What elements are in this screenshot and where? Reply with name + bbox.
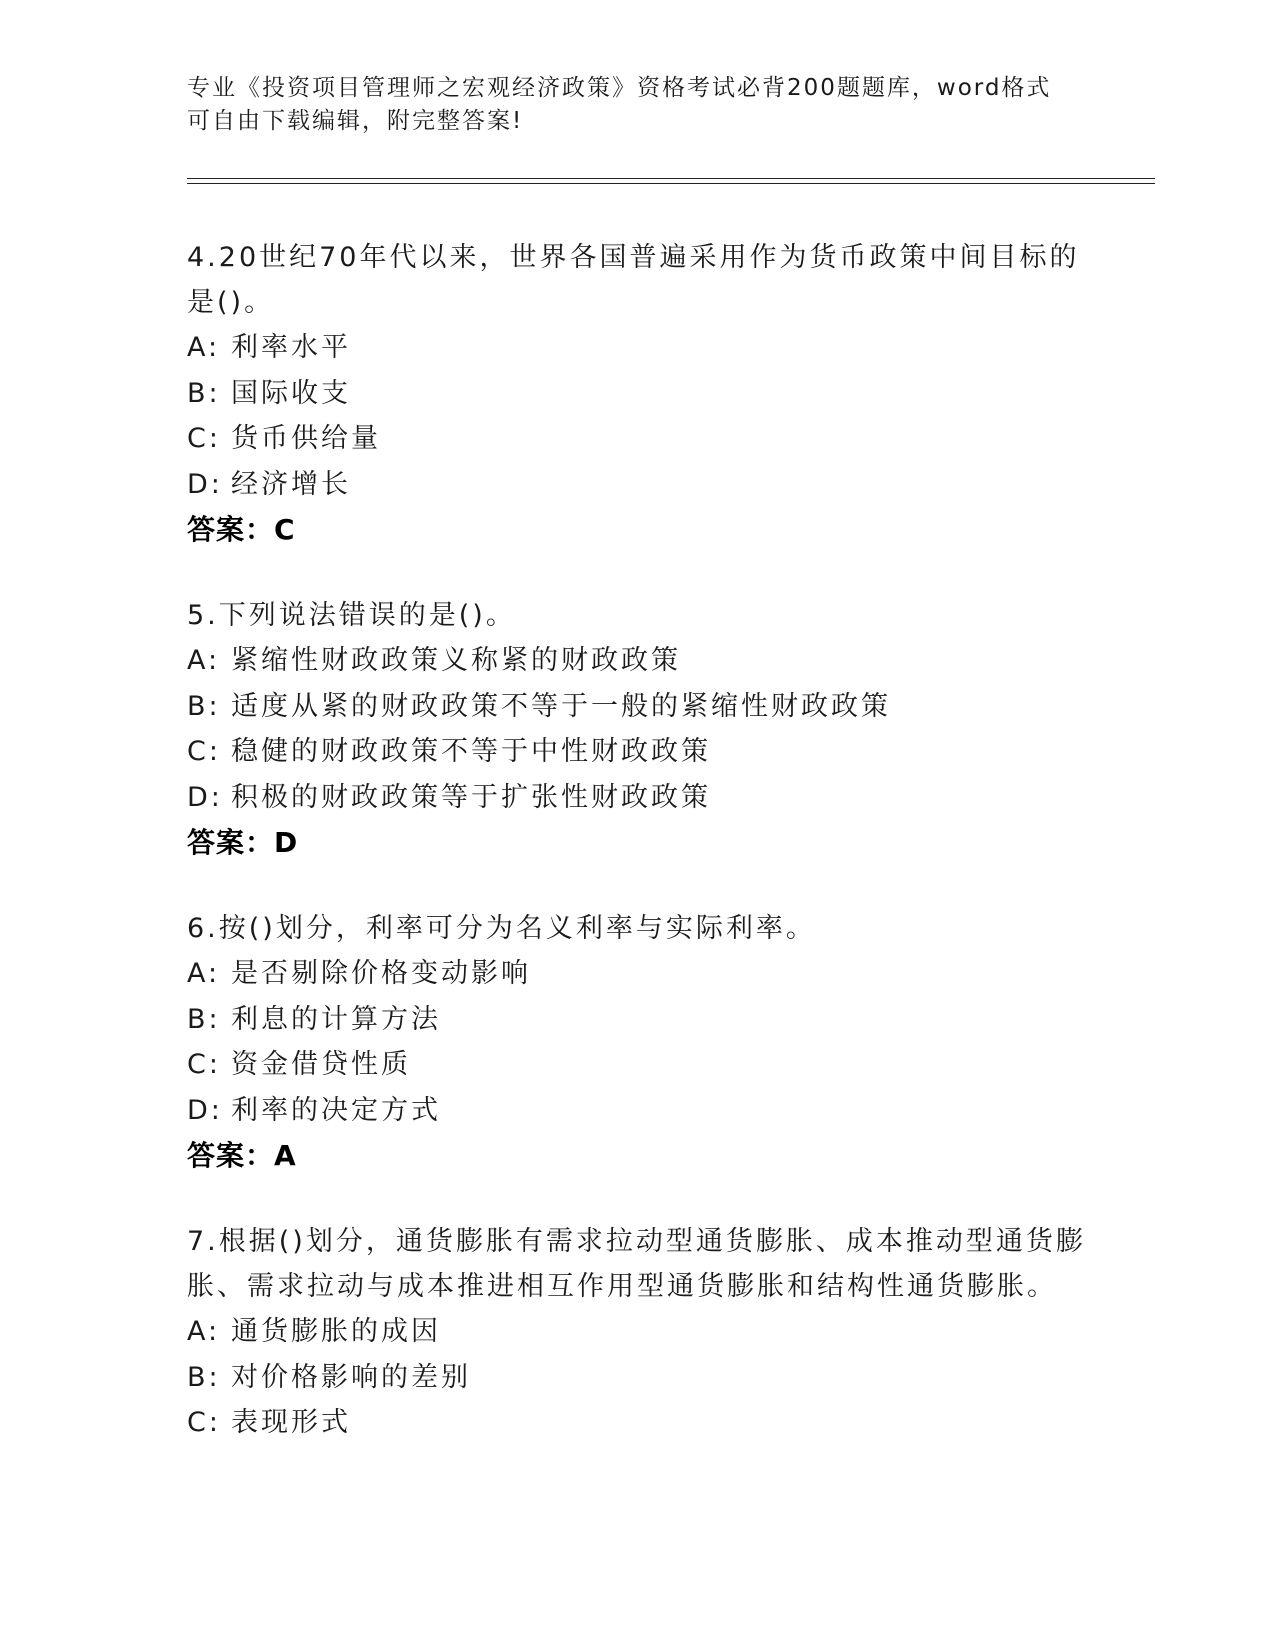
option-text: 利率水平 [231,332,351,363]
option-text: 国际收支 [231,377,351,409]
question-item [187,906,1087,1179]
option-text: 货币供给量 [231,423,381,454]
question-stem: 6.按()划分，利率可分为名义利率与实际利率。 [187,913,816,944]
option-key: A: [187,1316,221,1347]
option-text: 是否剔除价格变动影响 [231,958,531,989]
option-text: 通货膨胀的成因 [231,1316,441,1347]
option-c [187,416,1087,462]
question-list [187,235,1087,1446]
option-key: A: [187,645,221,676]
option-key: A: [187,958,221,989]
option-a [187,325,1087,371]
option-key: C: [187,1407,221,1438]
option-key: B: [187,1361,221,1393]
option-text: 紧缩性财政政策义称紧的财政政策 [231,645,681,676]
option-b [187,997,1087,1043]
option-key: D: [187,1094,223,1126]
option-key: D: [187,468,223,500]
option-d [187,462,1087,508]
option-key: A: [187,332,221,363]
option-d [187,775,1087,821]
answer-line: 答案：D [187,826,299,859]
answer-line: 答案：A [187,1139,297,1172]
option-key: C: [187,736,221,767]
option-c [187,1042,1087,1088]
option-c [187,1400,1087,1446]
option-text: 利率的决定方式 [231,1094,441,1126]
header-divider [187,178,1155,179]
option-a [187,638,1087,684]
option-text: 资金借贷性质 [231,1049,411,1080]
option-key: C: [187,423,221,454]
option-b [187,684,1087,730]
option-c [187,729,1087,775]
option-d [187,1088,1087,1134]
question-stem: 4.20世纪70年代以来，世界各国普遍采用作为货币政策中间目标的是()。 [187,242,1080,318]
option-key: B: [187,377,221,409]
option-text: 稳健的财政政策不等于中性财政政策 [231,736,711,767]
option-key: B: [187,1003,221,1035]
question-item [187,593,1087,866]
option-key: C: [187,1049,221,1080]
option-b [187,371,1087,417]
question-item [187,1219,1087,1446]
option-key: B: [187,690,221,722]
header-divider-double [187,183,1155,184]
question-stem: 5.下列说法错误的是()。 [187,600,516,631]
option-text: 对价格影响的差别 [231,1361,471,1393]
option-text: 利息的计算方法 [231,1003,441,1035]
option-b [187,1355,1087,1401]
option-a [187,1309,1087,1355]
option-text: 积极的财政政策等于扩张性财政政策 [231,781,711,813]
option-text: 表现形式 [231,1407,351,1438]
option-key: D: [187,781,223,813]
document-header: 专业《投资项目管理师之宏观经济政策》资格考试必背200题题库，word格式可自由下载编辑，附完整答案! [187,75,1052,134]
question-item [187,235,1087,553]
option-text: 经济增长 [231,468,351,500]
answer-line: 答案：C [187,513,296,546]
option-a [187,951,1087,997]
question-stem: 7.根据()划分，通货膨胀有需求拉动型通货膨胀、成本推动型通货膨胀、需求拉动与成本推进相互作用型通货膨胀和结构性通货膨胀。 [187,1226,1086,1302]
option-text: 适度从紧的财政政策不等于一般的紧缩性财政政策 [231,690,891,722]
